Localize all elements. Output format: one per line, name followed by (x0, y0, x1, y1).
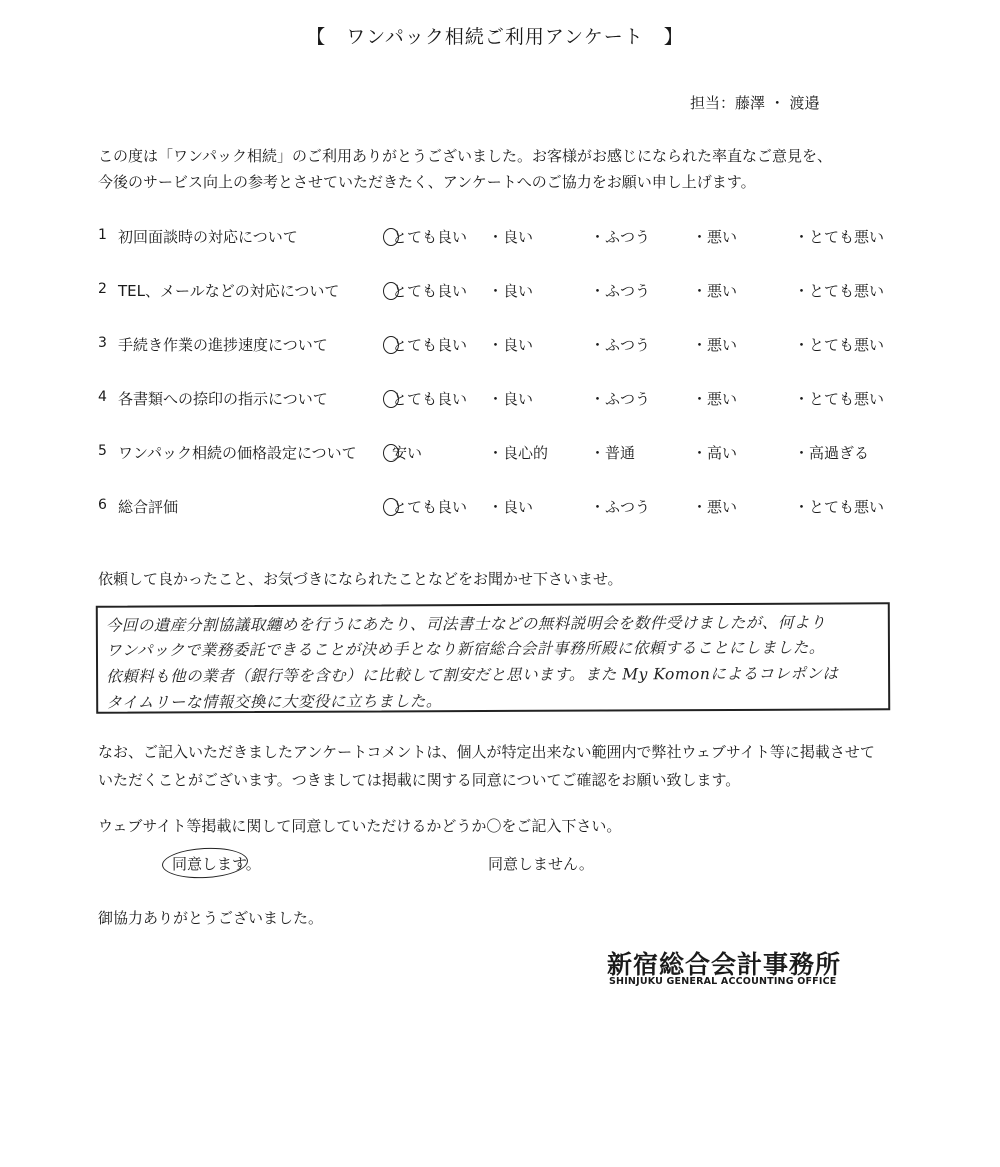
consent-question: ウェブサイト等掲載に関して同意していただけるかどうか〇をご記入下さい。 (98, 817, 622, 835)
selected-mark-circle (383, 336, 399, 354)
publication-note (98, 738, 875, 794)
question-text: 総合評価 (118, 498, 179, 516)
comment-box[interactable] (96, 602, 890, 713)
comment-prompt: 依頼して良かったこと、お気づきになられたことなどをお聞かせ下さいませ。 (98, 570, 623, 588)
comment-line: ワンパックで業務委託できることが決め手となり新宿総合会計事務所殿に依頼することにしました。 (105, 638, 825, 660)
consent-agree-label: 同意します。 (172, 855, 261, 873)
rating-option[interactable]: とても良い (392, 498, 468, 516)
question-number: 2 (98, 281, 107, 297)
rating-option[interactable]: ・高過ぎる (794, 444, 870, 462)
rating-option[interactable]: ・普通 (590, 444, 636, 462)
rating-option[interactable]: ・悪い (692, 282, 738, 300)
rating-option[interactable]: ・とても悪い (794, 498, 885, 516)
rating-option[interactable]: とても良い (392, 228, 468, 246)
office-logo-name: 新宿総合会計事務所 (607, 950, 842, 979)
rating-option[interactable]: ・良い (488, 336, 534, 354)
rating-option[interactable]: ・ふつう (590, 336, 651, 354)
rating-option[interactable]: ・良い (488, 390, 534, 408)
intro-line-2: 今後のサービス向上の参考とさせていただきたく、アンケートへのご協力をお願い申し上げます。 (98, 173, 756, 191)
rating-option[interactable]: ・高い (692, 444, 738, 462)
question-text: 各書類への捺印の指示について (118, 390, 328, 408)
rating-option[interactable]: ・悪い (692, 228, 738, 246)
rating-option[interactable]: ・悪い (692, 336, 738, 354)
question-text: 初回面談時の対応について (118, 228, 298, 246)
selected-mark-circle (383, 282, 399, 300)
question-text: 手続き作業の進捗速度について (118, 336, 328, 354)
question-number: 5 (98, 443, 107, 459)
question-text: ワンパック相続の価格設定について (118, 444, 357, 462)
note-line-1: なお、ご記入いただきましたアンケートコメントは、個人が特定出来ない範囲内で弊社ウェブサイト等に掲載させて (98, 743, 875, 761)
rating-option[interactable]: ・とても悪い (794, 228, 885, 246)
comment-line: 依頼料も他の業者（銀行等を含む）に比較して割安だと思います。また My Komonによるコレポンは (106, 664, 839, 686)
intro-text (98, 143, 832, 195)
question-number: 4 (98, 389, 107, 405)
rating-option[interactable]: とても良い (392, 282, 468, 300)
rating-option[interactable]: ・とても悪い (794, 390, 885, 408)
rating-option[interactable]: 安い (392, 444, 423, 462)
question-number: 6 (98, 497, 107, 513)
rating-option[interactable]: ・良い (488, 498, 534, 516)
question-number: 1 (98, 227, 107, 243)
comment-line: 今回の遺産分割協議取纏めを行うにあたり、司法書士などの無料説明会を数件受けましたが、何より (105, 613, 826, 635)
survey-title: 【 ワンパック相続ご利用アンケート 】 (306, 26, 684, 48)
rating-option[interactable]: ・良心的 (488, 444, 549, 462)
rating-option[interactable]: とても良い (392, 390, 468, 408)
comment-line: タイムリーな情報交換に大変役に立ちました。 (106, 692, 442, 712)
consent-disagree-label: 同意しません。 (488, 855, 594, 873)
rating-option[interactable]: ・良い (488, 228, 534, 246)
rating-option[interactable]: ・悪い (692, 498, 738, 516)
staff-in-charge: 担当：藤澤 ・ 渡邉 (690, 94, 820, 112)
rating-option[interactable]: ・ふつう (590, 228, 651, 246)
rating-option[interactable]: ・ふつう (590, 390, 651, 408)
rating-option[interactable]: ・ふつう (590, 282, 651, 300)
selected-mark-circle (383, 390, 399, 408)
rating-option[interactable]: とても良い (392, 336, 468, 354)
intro-line-1: この度は「ワンパック相続」のご利用ありがとうございました。お客様がお感じになられた率直なご意見を、 (98, 147, 832, 165)
rating-option[interactable]: ・悪い (692, 390, 738, 408)
question-text: TEL、メールなどの対応について (118, 282, 340, 300)
thanks-message: 御協力ありがとうございました。 (98, 909, 324, 927)
rating-option[interactable]: ・とても悪い (794, 336, 885, 354)
consent-disagree-option[interactable] (488, 853, 594, 874)
rating-option[interactable]: ・良い (488, 282, 534, 300)
rating-option[interactable]: ・ふつう (590, 498, 651, 516)
selected-mark-circle (383, 498, 399, 516)
rating-option[interactable]: ・とても悪い (794, 282, 885, 300)
consent-agree-circle (161, 846, 248, 880)
office-logo-english: SHINJUKU GENERAL ACCOUNTING OFFICE (609, 976, 837, 987)
question-number: 3 (98, 335, 107, 351)
selected-mark-circle (383, 228, 399, 246)
selected-mark-circle (383, 444, 399, 462)
note-line-2: いただくことがございます。つきましては掲載に関する同意についてご確認をお願い致します。 (98, 771, 741, 789)
